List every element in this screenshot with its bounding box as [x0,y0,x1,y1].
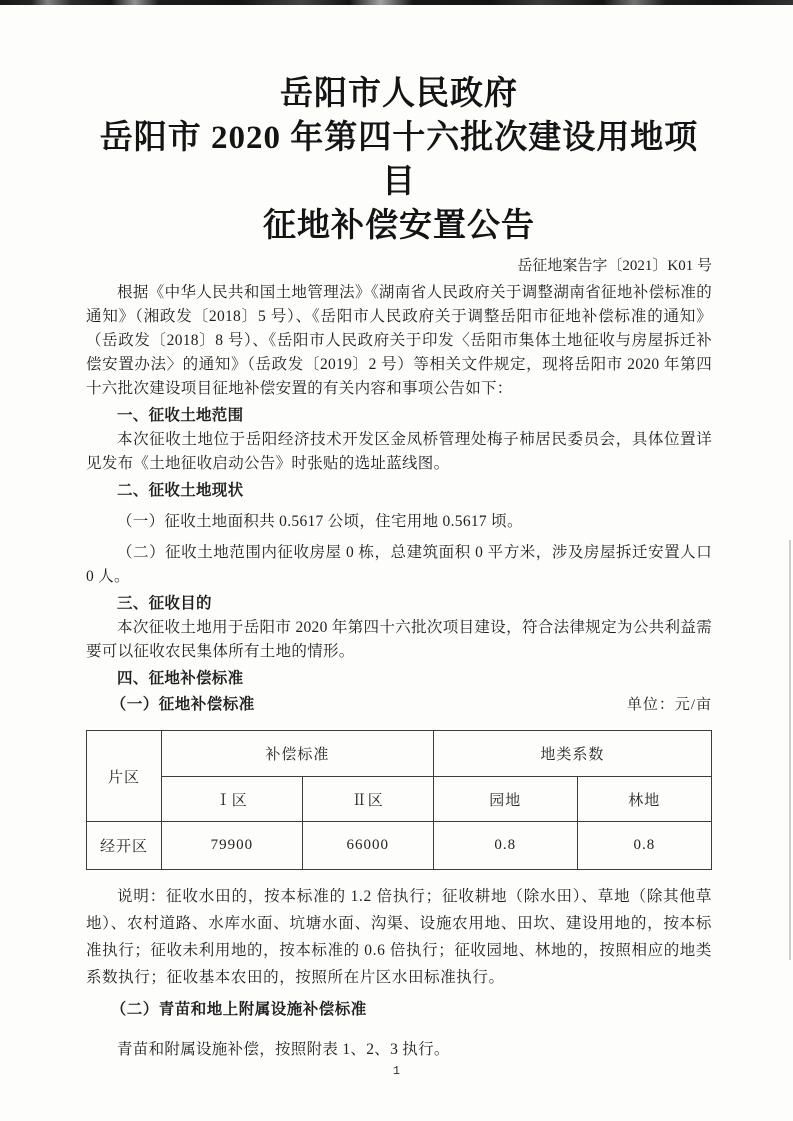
section-2-item-2: （二）征收土地范围内征收房屋 0 栋，总建筑面积 0 平方米，涉及房屋拆迁安置人口 0 人。 [86,544,712,585]
section-3-body: 本次征收土地用于岳阳市 2020 年第四十六批次项目建设，符合法律规定为公共利益需要可以征收农民集体所有土地的情形。 [86,619,712,660]
subsection-1-heading-row [86,693,712,717]
table-header-forest: 林地 [577,777,711,822]
subsection-2-body: 青苗和附属设施补偿，按照附表 1、2、3 执行。 [117,1040,450,1058]
title-line-2: 岳阳市 2020 年第四十六批次建设用地项目 [99,120,699,200]
section-2-heading: 二、征收土地现状 [117,482,244,499]
document-body [86,0,712,1062]
table-note: 说明：征收水田的，按本标准的 1.2 倍执行；征收耕地（除水田）、草地（除其他草地）、农村道路、水库水面、坑塘水面、沟渠、设施农用地、田坎、建设用地的，按本标准执行；征收未利用地的，按本标准的 0.6 倍执行；征收园地、林地的，按照相应的地类系数执行；征收基本农田的，按照所在片区水田标准执行。 [86,888,712,986]
section-1-heading: 一、征收土地范围 [117,407,244,424]
table-cell-zone1: 79900 [162,822,303,870]
table-header-garden: 园地 [433,777,577,822]
compensation-standard-table [86,730,712,870]
table-header-row-1 [87,731,712,777]
table-cell-district: 经开区 [87,822,162,870]
table-data-row [87,822,712,870]
page-number: 1 [392,1064,401,1078]
table-cell-garden: 0.8 [433,822,577,870]
table-unit-label: 单位：元/亩 [626,697,712,713]
title-line-3: 征地补偿安置公告 [263,208,535,244]
subsection-2-heading: （二）青苗和地上附属设施补偿标准 [110,1001,367,1018]
table-header-zone2: Ⅱ区 [302,777,433,822]
document-reference-number: 岳征地案告字〔2021〕K01 号 [517,258,712,274]
section-1-body: 本次征收土地位于岳阳经济技术开发区金凤桥管理处梅子柿居民委员会，具体位置详见发布《土地征收启动公告》时张贴的选址蓝线图。 [86,431,712,472]
section-4-heading: 四、征地补偿标准 [117,670,244,687]
document-title [86,72,712,248]
scanner-edge-artifact-right [789,540,791,960]
table-header-coefficient: 地类系数 [433,731,711,777]
section-3-heading: 三、征收目的 [117,595,212,612]
table-cell-forest: 0.8 [577,822,711,870]
subsection-1-heading: （一）征地补偿标准 [110,696,255,713]
table-header-district: 片区 [87,731,162,822]
table-header-row-2 [87,777,712,822]
section-2-item-1: （一）征收土地面积共 0.5617 公顷，住宅用地 0.5617 顷。 [117,513,523,530]
table-header-standard: 补偿标准 [162,731,434,777]
table-cell-zone2: 66000 [302,822,433,870]
title-line-1: 岳阳市人民政府 [280,76,518,112]
table-header-zone1: Ⅰ区 [162,777,303,822]
intro-paragraph: 根据《中华人民共和国土地管理法》《湖南省人民政府关于调整湖南省征地补偿标准的通知》（湘政发〔2018〕5 号）、《岳阳市人民政府关于调整岳阳市征地补偿标准的通知》（岳政发〔2018〕8 号）、《岳阳市人民政府关于印发〈岳阳市集体土地征收与房屋拆迁补偿安置办法〉的通知》（岳政发〔2019〕2 号）等相关文件规定，现将岳阳市 2020 年第四十六批次建设项目征地补偿安置的有关内容和事项公告如下： [86,284,712,397]
